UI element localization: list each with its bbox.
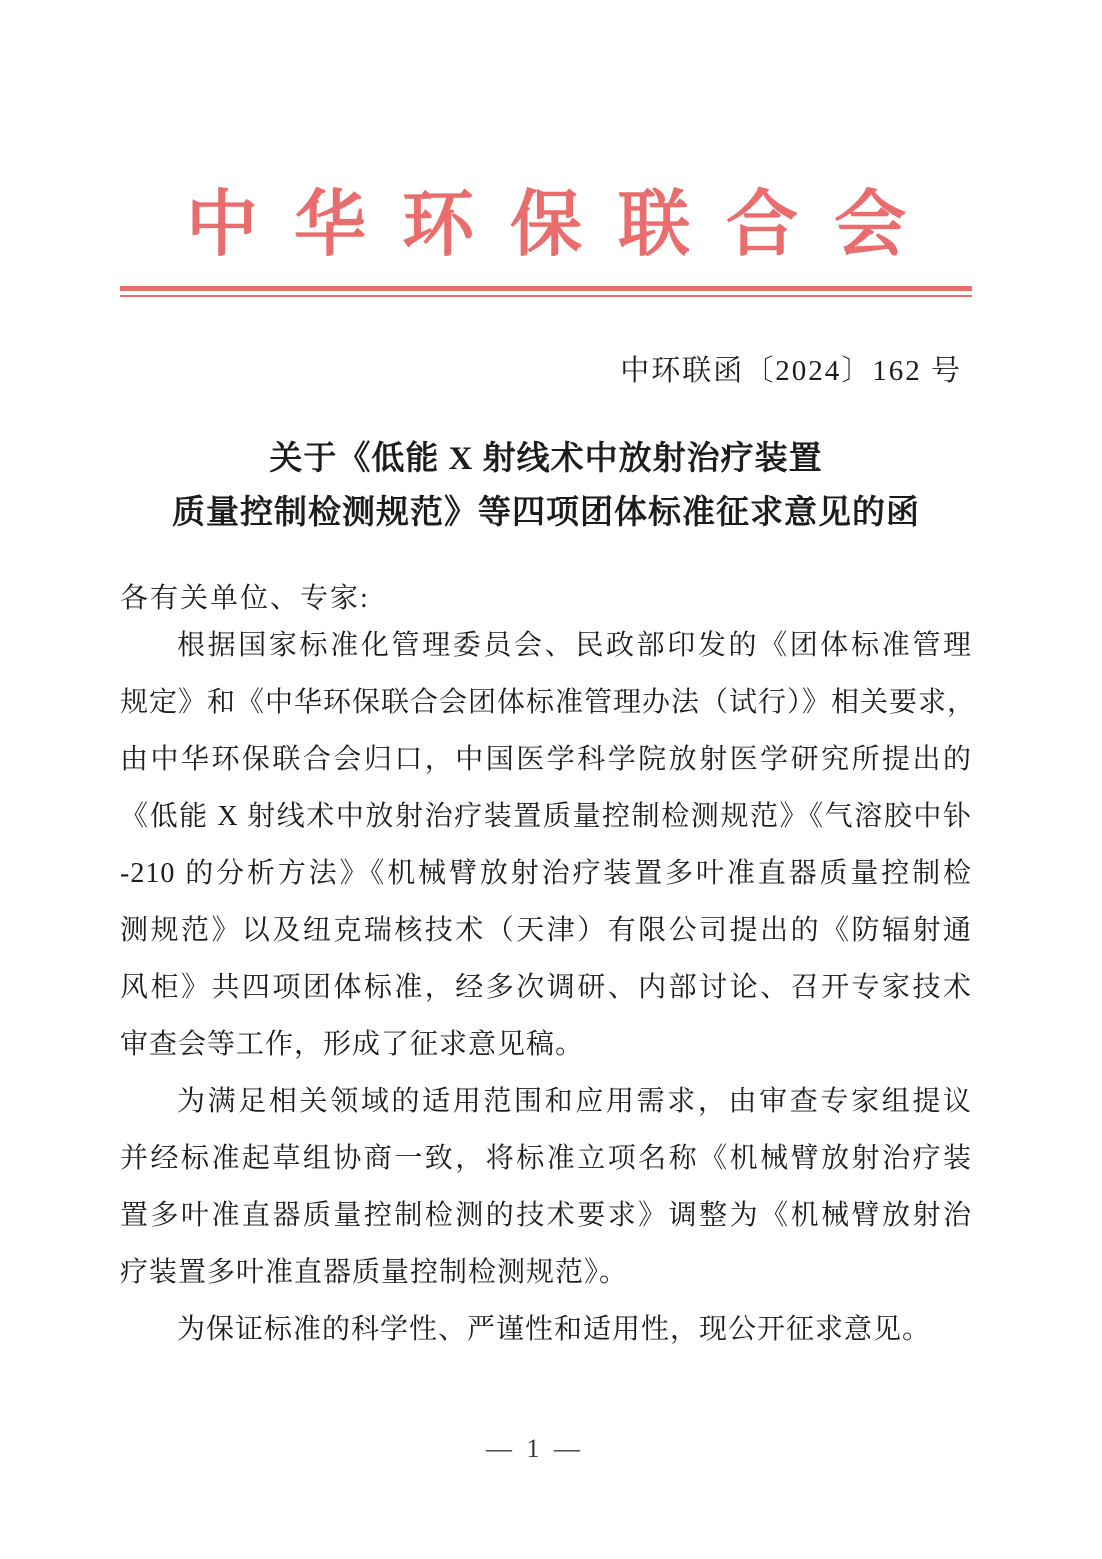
body-line: 由中华环保联合会归口，中国医学科学院放射医学研究所提出的	[120, 744, 972, 775]
letterhead-divider-thick-line	[120, 286, 972, 291]
body-line: 审查会等工作，形成了征求意见稿。	[120, 1029, 585, 1060]
paragraph	[120, 617, 977, 1073]
body-line: 《低能 X 射线术中放射治疗装置质量控制检测规范》《气溶胶中钋	[120, 801, 972, 832]
paragraph	[120, 1301, 972, 1358]
doc-number: 中环联函〔2024〕162 号	[620, 355, 962, 387]
document-title	[120, 432, 972, 540]
body-line: 根据国家标准化管理委员会、民政部印发的《团体标准管理	[177, 630, 972, 661]
page-number: — 1 —	[486, 1434, 584, 1463]
body-line: 测规范》以及纽克瑞核技术（天津）有限公司提出的《防辐射通	[120, 915, 972, 946]
letterhead-divider	[120, 286, 972, 297]
body-line: 并经标准起草组协商一致，将标准立项名称《机械臂放射治疗装	[120, 1143, 972, 1174]
body-line: 规定》和《中华环保联合会团体标准管理办法（试行）》相关要求，	[120, 687, 977, 718]
body-line: 疗装置多叶准直器质量控制检测规范》。	[120, 1257, 629, 1288]
body-line: -210 的分析方法》《机械臂放射治疗装置多叶准直器质量控制检	[120, 858, 972, 889]
salutation: 各有关单位、专家:	[120, 583, 370, 614]
body-line: 置多叶准直器质量控制检测的技术要求》调整为《机械臂放射治	[120, 1200, 972, 1231]
org-letterhead: 中华环保联合会	[185, 185, 942, 265]
body-line: 为保证标准的科学性、严谨性和适用性，现公开征求意见。	[177, 1314, 932, 1345]
document-title-line-2: 质量控制检测规范》等四项团体标准征求意见的函	[172, 495, 920, 531]
document-title-line-1: 关于《低能 X 射线术中放射治疗装置	[269, 441, 823, 477]
body-line: 风柜》共四项团体标准，经多次调研、内部讨论、召开专家技术	[120, 972, 972, 1003]
letterhead-divider-thin-line	[120, 295, 972, 297]
paragraph	[120, 1073, 972, 1301]
body-line: 为满足相关领域的适用范围和应用需求，由审查专家组提议	[177, 1086, 972, 1117]
body-text	[120, 617, 977, 1358]
